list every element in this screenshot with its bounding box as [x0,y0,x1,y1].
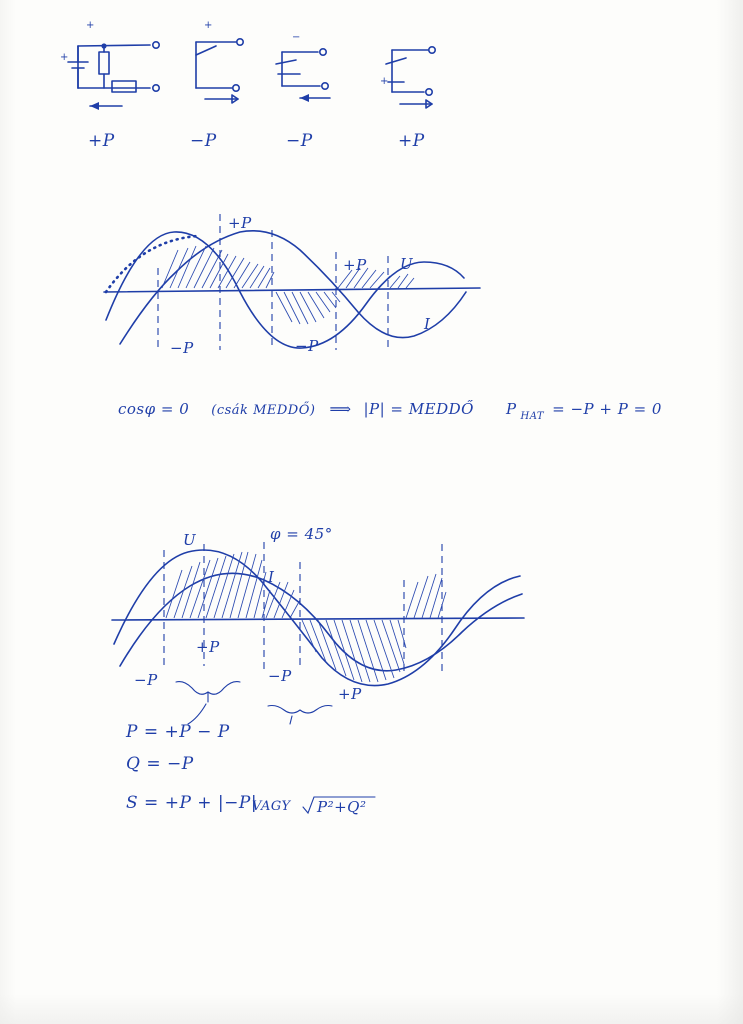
formula-line-3a: S = +P + |−P| [126,793,258,813]
chart-top-u-label: U [400,255,414,273]
chart-bottom-u-label: U [183,531,197,549]
cos-phi-equation-row [118,400,662,422]
circuit-1 [68,42,159,110]
equation-part-csak: (csák MEDDŐ) [211,403,316,418]
equation-part-implies: ⟹ [329,400,352,418]
chart-top-plus-p-right: +P [343,256,367,274]
circuit-1-polarity-plus-top: + [86,20,95,31]
chart-top-drawing [0,200,743,390]
circuits-row-drawing [0,0,743,190]
paper-edge-bottom [0,994,743,1024]
chart-bottom-drawing [0,520,743,720]
chart-bottom-plus-p-right: +P [338,685,362,703]
formula-line-3b-vagy: VAGY [252,799,291,814]
circuit-4 [386,47,435,108]
formula-line-3c-radicand: P²+Q² [317,798,367,816]
paper-edge-left [0,0,16,1024]
chart-top-minus-p-left: −P [170,339,194,357]
circuit-4-polarity-plus: + [380,76,389,87]
circuit-1-power-label: +P [88,131,115,151]
chart-bottom-plus-p-left: +P [196,638,220,656]
circuit-3 [276,49,330,102]
equation-part-cos: cosφ = 0 [118,400,190,418]
circuit-2-polarity-plus: + [204,20,213,31]
circuit-2-power-label: −P [190,131,217,151]
chart-top-plus-p-center: +P [228,214,252,232]
paper-edge-right [717,0,743,1024]
equation-part-P: P [505,400,517,418]
chart-bottom-minus-p-mid: −P [268,667,292,685]
chart-top-i-label: I [424,315,431,333]
formula-line-2: Q = −P [126,754,194,774]
circuit-1-polarity-plus-left: + [60,52,69,63]
circuit-3-polarity-minus: − [292,32,301,43]
chart-bottom-i-label: I [268,568,275,586]
chart-bottom-minus-p-left: −P [134,671,158,689]
equation-part-absP: |P| = MEDDŐ [363,400,474,418]
formula-line-1: P = +P − P [126,722,230,742]
chart-top-minus-p-right: −P [295,337,319,355]
circuit-3-power-label: −P [286,131,313,151]
chart-bottom-phase-label: φ = 45° [270,525,333,543]
equation-part-result: = −P + P = 0 [552,400,662,418]
equation-part-hat-subscript: HAT [520,411,545,422]
circuit-4-power-label: +P [398,131,425,151]
circuit-2 [196,39,243,103]
